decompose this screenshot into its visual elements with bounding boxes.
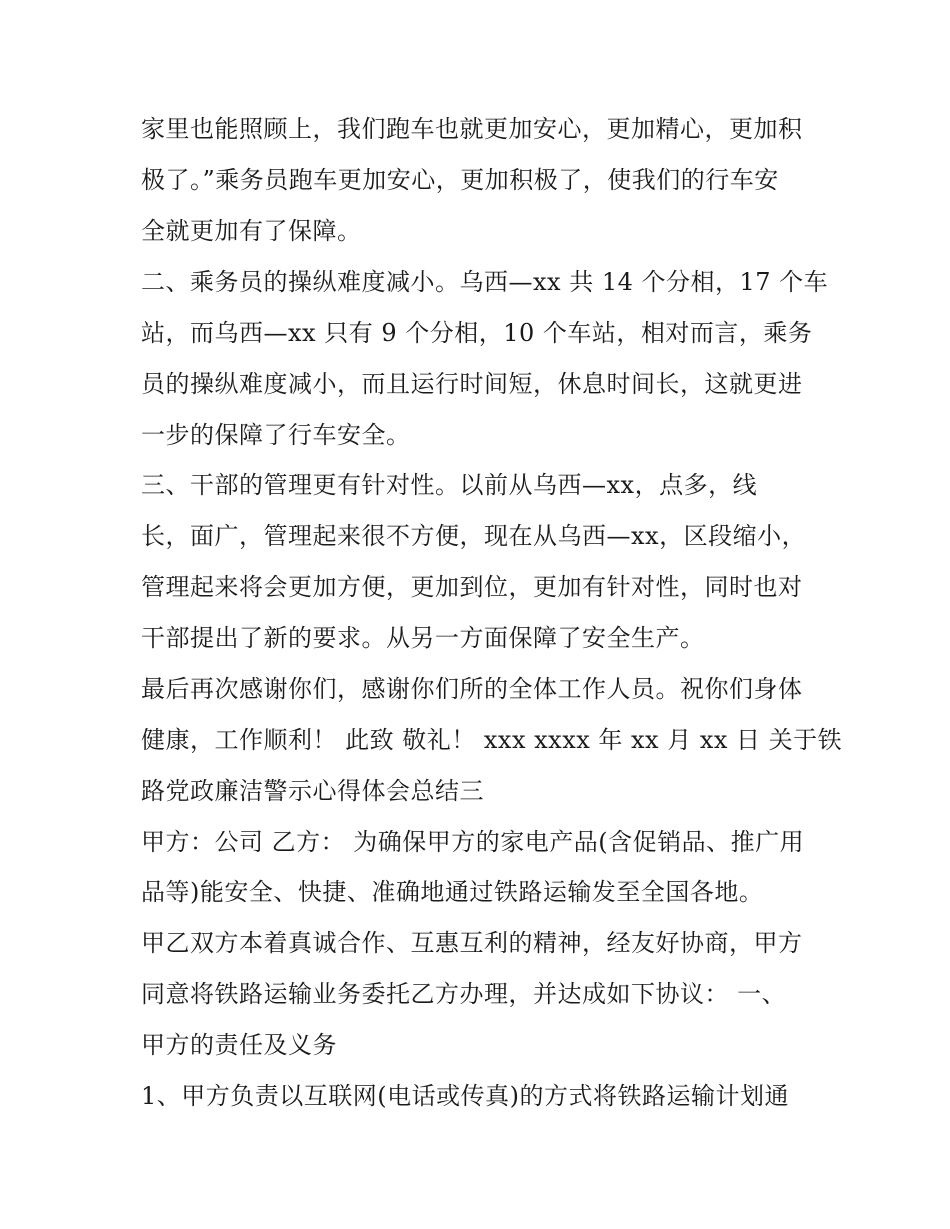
text-line: 站，而乌西—xx 只有 9 个分相，10 个车站，相对而言，乘务 (141, 319, 813, 347)
text-line: 品等)能安全、快捷、准确地通过铁路运输发至全国各地。 (141, 878, 764, 906)
text-line: 管理起来将会更加方便，更加到位，更加有针对性，同时也对 (141, 573, 803, 601)
text-line: 干部提出了新的要求。从另一方面保障了安全生产。 (141, 624, 705, 652)
text-line: 健康，工作顺利！ 此致 敬礼！ xxx xxxx 年 xx 月 xx 日 关于铁 (141, 726, 843, 754)
text-line: 甲方：公司 乙方： 为确保甲方的家电产品(含促销品、推广用 (141, 828, 805, 856)
text-line: 1、甲方负责以互联网(电话或传真)的方式将铁路运输计划通 (141, 1082, 789, 1110)
text-line: 长，面广，管理起来很不方便，现在从乌西—xx，区段缩小， (141, 522, 807, 550)
text-line: 甲方的责任及义务 (141, 1031, 337, 1059)
text-line: 三、干部的管理更有针对性。以前从乌西—xx，点多，线 (141, 471, 758, 499)
text-line: 极了。”乘务员跑车更加安心，更加积极了，使我们的行车安 (141, 166, 779, 194)
text-line: 最后再次感谢你们，感谢你们所的全体工作人员。祝你们身体 (141, 675, 803, 703)
text-line: 员的操纵难度减小，而且运行时间短，休息时间长，这就更进 (141, 370, 803, 398)
text-line: 路党政廉洁警示心得体会总结三 (141, 777, 484, 805)
text-line: 家里也能照顾上，我们跑车也就更加安心，更加精心，更加积 (141, 115, 803, 143)
text-line: 一步的保障了行车安全。 (141, 421, 411, 449)
text-line: 甲乙双方本着真诚合作、互惠互利的精神，经友好协商，甲方 (141, 929, 803, 957)
text-line: 同意将铁路运输业务委托乙方办理，并达成如下协议： 一、 (141, 980, 787, 1008)
text-line: 全就更加有了保障。 (141, 217, 362, 245)
text-line: 二、乘务员的操纵难度减小。乌西—xx 共 14 个分相，17 个车 (141, 268, 829, 296)
